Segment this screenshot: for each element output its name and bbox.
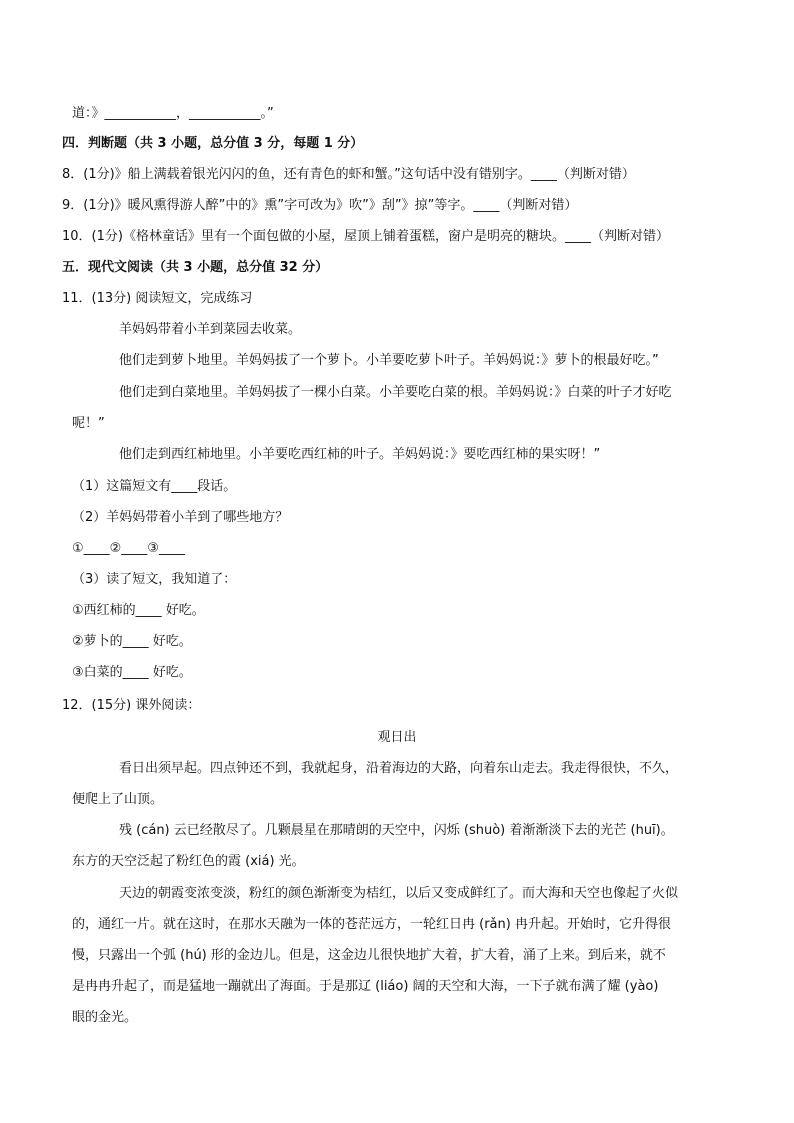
reading-paragraph-3-line-5: 眼的金光。 (72, 1010, 138, 1025)
sub-question-2: （2）羊妈妈带着小羊到了哪些地方？ (72, 510, 289, 525)
question-7-answer-line: 道：》___________，___________。” (72, 106, 274, 121)
passage-paragraph-1: 羊妈妈带着小羊到菜园去收菜。 (119, 322, 302, 337)
reading-paragraph-3-line-3: 慢，只露出一个弧 (hú) 形的金边儿。但是，这金边儿很快地扩大着，扩大着，涌了上来。到后来，就不 (72, 948, 666, 963)
question-12-prompt: 12．(15分) 课外阅读： (62, 698, 201, 713)
reading-paragraph-1: 看日出须早起。四点钟还不到，我就起身，沿着海边的大路，向着东山走去。我走得很快，不久， (119, 761, 679, 776)
question-8: 8．(1分)》船上满载着银光闪闪的鱼，还有青色的虾和蟹。”这句话中没有错别字。____（判断对错） (62, 167, 635, 182)
question-10: 10．(1分)《格林童话》里有一个面包做的小屋，屋顶上铺着蛋糕，窗户是明亮的糖块。____（判断对错） (62, 229, 669, 244)
reading-paragraph-2: 残 (cán) 云已经散尽了。几颗晨星在那晴朗的天空中，闪烁 (shuò) 着渐渐淡下去的光芒 (huī)。 (119, 823, 674, 838)
sub-question-3-item-2: ②萝卜的____ 好吃。 (72, 634, 192, 649)
sub-question-3-item-3: ③白菜的____ 好吃。 (72, 665, 192, 680)
section-5-heading: 五．现代文阅读（共 3 小题，总分值 32 分） (62, 260, 329, 275)
sub-question-1: （1）这篇短文有____段话。 (72, 479, 237, 494)
passage-paragraph-2: 他们走到萝卜地里。羊妈妈拔了一个萝卜。小羊要吃萝卜叶子。羊妈妈说：》萝卜的根最好吃。” (119, 353, 659, 368)
question-11-prompt: 11．(13分) 阅读短文，完成练习 (62, 291, 253, 306)
passage-paragraph-3: 他们走到白菜地里。羊妈妈拔了一棵小白菜。小羊要吃白菜的根。羊妈妈说：》白菜的叶子才好吃 (119, 385, 672, 400)
question-9: 9．(1分)》暖风熏得游人醉”中的》熏”字可改为》吹”》刮”》掠”等字。____（判断对错） (62, 198, 578, 213)
passage-title: 观日出 (377, 730, 417, 745)
sub-question-3-item-1: ①西红柿的____ 好吃。 (72, 603, 205, 618)
passage-paragraph-4: 他们走到西红柿地里。小羊要吃西红柿的叶子。羊妈妈说：》要吃西红柿的果实呀！” (119, 447, 601, 462)
reading-paragraph-3-line-4: 是冉冉升起了，而是猛地一蹦就出了海面。于是那辽 (liáo) 阔的天空和大海，一下子就布满了耀 (yào) (72, 979, 659, 994)
reading-paragraph-1-cont: 便爬上了山顶。 (72, 792, 164, 807)
sub-question-2-blanks: ①____②____③____ (72, 541, 185, 556)
passage-paragraph-3-cont: 呢！” (72, 416, 105, 431)
sub-question-3: （3）读了短文，我知道了： (72, 572, 237, 587)
reading-paragraph-3-line-2: 的，通红一片。就在这时，在那水天融为一体的苍茫远方，一轮红日冉 (rǎn) 冉升起。开始时，它升得很 (72, 917, 671, 932)
reading-paragraph-3: 天边的朝霞变浓变淡，粉红的颜色渐渐变为桔红，以后又变成鲜红了。而大海和天空也像起了火似 (119, 886, 679, 901)
reading-paragraph-2-cont: 东方的天空泛起了粉红色的霞 (xiá) 光。 (72, 854, 305, 869)
section-4-heading: 四．判断题（共 3 小题，总分值 3 分，每题 1 分） (62, 136, 364, 151)
